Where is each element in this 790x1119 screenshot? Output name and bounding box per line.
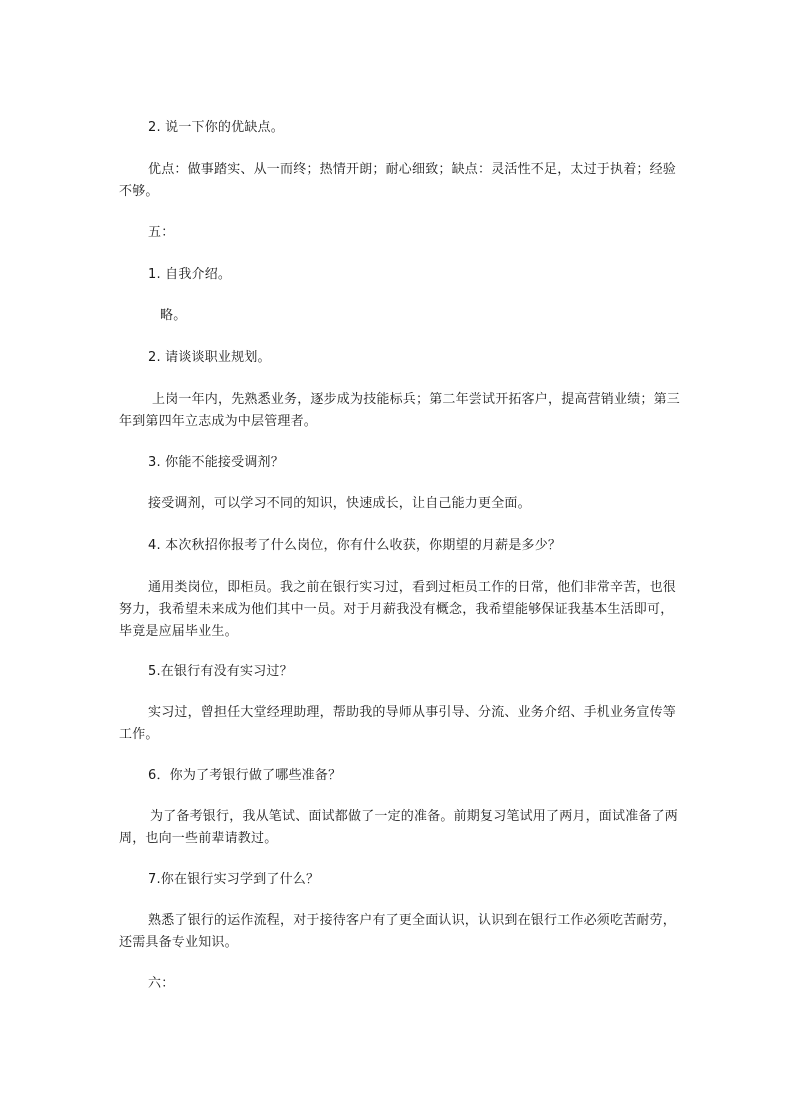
s5-question-1: 1. 自我介绍。 [148,267,232,282]
section-5-heading: 五： [148,225,175,240]
s5-answer-3: 接受调剂，可以学习不同的知识，快速成长，让自己能力更全面。 [148,496,531,511]
section-6-heading: 六： [148,976,175,991]
s5-question-3: 3. 你能不能接受调剂？ [148,455,284,470]
s5-answer-4: 通用类岗位，即柜员。我之前在银行实习过，看到过柜员工作的日常，他们非常辛苦，也很努力，我希望未来成为他们其中一员。对于月薪我没有概念，我希望能够保证我基本生活即可，毕竟是应届毕业生。 [119,580,677,639]
s5-answer-6: 为了备考银行，我从笔试、面试都做了一定的准备。前期复习笔试用了两月，面试准备了两周，也向一些前辈请教过。 [119,809,679,846]
s5-question-6: 6．你为了考银行做了哪些准备？ [148,768,342,783]
s5-answer-1: 略。 [160,308,187,323]
s5-question-4: 4. 本次秋招你报考了什么岗位，你有什么收获，你期望的月薪是多少？ [148,538,562,553]
s5-answer-5: 实习过，曾担任大堂经理助理，帮助我的导师从事引导、分流、业务介绍、手机业务宣传等工作。 [119,705,677,742]
s5-question-7: 7.你在银行实习学到了什么？ [148,872,320,887]
s5-question-2: 2. 请谈谈职业规划。 [148,350,271,365]
question-2-label: 2. 说一下你的优缺点。 [148,120,284,135]
answer-2: 优点：做事踏实、从一而终；热情开朗；耐心细致；缺点：灵活性不足，太过于执着；经验不够。 [119,162,677,199]
s5-answer-2: 上岗一年内，先熟悉业务，逐步成为技能标兵；第二年尝试开拓客户，提高营销业绩；第三年到第四年立志成为中层管理者。 [119,392,681,429]
s5-answer-7: 熟悉了银行的运作流程，对于接待客户有了更全面认识，认识到在银行工作必须吃苦耐劳，还需具备专业知识。 [119,913,677,950]
s5-question-5: 5.在银行有没有实习过？ [148,664,293,679]
